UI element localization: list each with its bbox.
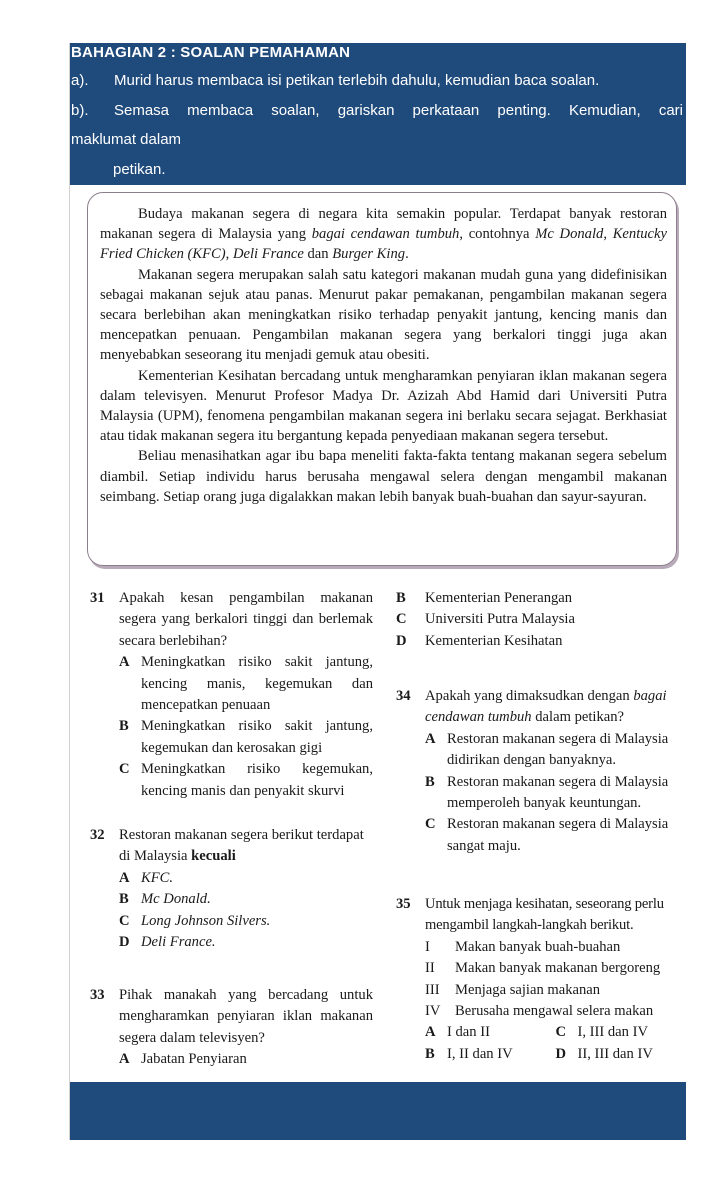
option-key: C <box>425 816 436 833</box>
option-c[interactable] <box>119 759 373 802</box>
instruction-b-continuation: maklumat dalam <box>71 131 182 148</box>
option-a[interactable] <box>119 868 373 889</box>
statement-text: Makan banyak makanan bergoreng <box>455 960 661 977</box>
option-key: C <box>396 611 407 628</box>
instruction-banner <box>70 43 686 185</box>
option-text: II, III dan IV <box>577 1045 653 1062</box>
option-key: D <box>119 934 130 951</box>
passage-paragraph-3: Kementerian Kesihatan bercadang untuk mengharamkan penyiaran iklan makanan segera dalam televisyen. Menurut Profesor Madya Dr. Azizah Abd Hamid dari Universiti Putra Malaysia (UPM), fenomena pengambilan makanan segera ini berlaku secara sejagat. Berkhasiat atau tidak makanan segera itu bergantung kepada penyediaan makanan segera tersebut. <box>100 367 667 445</box>
instruction-a <box>71 72 683 89</box>
instruction-b-text: Semasa membaca soalan, gariskan perkataan penting. Kemudian, cari <box>114 102 683 119</box>
passage-paragraph-2: Makanan segera merupakan salah satu kategori makanan mudah guna yang didefinisikan sebagai makanan sejuk atau panas. Menurut pakar pemakanan, pengambilan makanan segera secara berlebihan akan meningkatkan risiko terhadap penyakit jantung, kencing manis dan mencepatkan penuaan. Pengambilan makanan segera yang berkalori tinggi juga akan menyebabkan seseorang itu menjadi gemuk atau obesiti. <box>100 266 667 364</box>
statement-i <box>425 937 686 958</box>
question-number: 34 <box>396 688 411 704</box>
stem-emphasis: kecuali <box>191 848 236 865</box>
option-text: Jabatan Penyiaran <box>141 1051 247 1068</box>
stem-idiom: bagai cendawan tumbuh <box>425 688 667 726</box>
option-d[interactable] <box>396 631 676 652</box>
question-number: 31 <box>90 590 105 606</box>
option-key: A <box>119 654 130 671</box>
statement-text: Berusaha mengawal selera makan <box>455 1003 654 1020</box>
instruction-b <box>71 102 683 119</box>
italic-term: Kentucky Fried Chicken (KFC) <box>100 226 667 263</box>
option-key: D <box>555 1045 567 1062</box>
option-a[interactable] <box>425 729 676 772</box>
statement-key: II <box>425 960 435 977</box>
option-text: Universiti Putra Malaysia <box>425 611 575 628</box>
question-35 <box>396 894 686 1065</box>
option-key: B <box>425 773 435 790</box>
statement-iii <box>425 980 686 1001</box>
option-key: A <box>425 730 436 747</box>
question-33 <box>90 985 373 1071</box>
option-b[interactable] <box>396 588 676 609</box>
worksheet-page <box>69 43 685 1140</box>
option-c[interactable] <box>425 814 676 857</box>
option-text: Meningkatkan risiko sakit jantung, kencing manis, kegemukan dan mencepatkan penuaan <box>141 654 373 714</box>
reading-passage <box>87 192 677 566</box>
passage-paragraph-1 <box>100 204 667 265</box>
statement-ii <box>425 958 686 979</box>
options-row-2 <box>425 1044 686 1065</box>
instruction-b-continuation-2: petikan. <box>113 161 166 178</box>
passage-text: . <box>405 246 409 263</box>
option-a[interactable] <box>119 652 373 716</box>
passage-text: , <box>603 226 613 243</box>
option-key: A <box>119 1051 130 1068</box>
option-a[interactable] <box>119 1049 373 1070</box>
question-number: 33 <box>90 987 105 1003</box>
option-text: Mc Donald. <box>141 891 211 908</box>
option-text: Restoran makanan segera di Malaysia didirikan dengan banyaknya. <box>447 730 669 769</box>
option-text: I, III dan IV <box>577 1024 649 1041</box>
options-row-1 <box>425 1022 686 1043</box>
option-text: KFC. <box>141 869 174 886</box>
italic-term: Deli France <box>232 246 304 263</box>
statement-iv <box>425 1001 686 1022</box>
option-key: A <box>425 1024 436 1041</box>
passage-text: dan <box>303 246 333 263</box>
option-key: B <box>425 1045 435 1062</box>
option-c[interactable] <box>119 911 373 932</box>
statement-key: IV <box>425 1003 441 1020</box>
option-text: I, II dan IV <box>447 1045 513 1062</box>
option-key: B <box>396 590 406 606</box>
statement-text: Makan banyak buah-buahan <box>455 938 621 955</box>
passage-paragraph-4: Beliau menasihatkan agar ibu bapa meneliti fakta-fakta tentang makanan segera sebelum diambil. Setiap individu harus berusaha mengawal selera dengan mengambil makanan seimbang. Setiap orang juga digalakkan makan lebih banyak buah-buahan dan sayur-sayuran. <box>100 448 667 505</box>
instruction-b-label: b). <box>71 102 89 119</box>
option-key: C <box>555 1024 567 1041</box>
stem-text: Apakah yang dimaksudkan dengan <box>425 688 634 704</box>
footer-bar <box>70 1082 686 1140</box>
option-key: B <box>119 891 129 908</box>
stem-text: Restoran makanan segera berikut terdapat di Malaysia <box>119 827 364 865</box>
question-34 <box>396 686 676 857</box>
option-key: B <box>119 718 129 735</box>
question-number: 32 <box>90 827 105 843</box>
option-d[interactable] <box>556 1044 687 1065</box>
italic-term: bagai cendawan tumbuh <box>311 226 460 243</box>
option-b[interactable] <box>425 772 676 815</box>
option-text: Kementerian Penerangan <box>425 590 573 606</box>
italic-term: Burger King <box>332 246 406 263</box>
passage-text: Budaya makanan segera di negara kita semakin popular. Terdapat banyak restoran makanan segera di Malaysia yang <box>100 206 667 243</box>
option-b[interactable] <box>425 1044 556 1065</box>
stem-text: dalam petikan? <box>531 709 624 726</box>
option-text: Meningkatkan risiko kegemukan, kencing manis dan penyakit skurvi <box>141 761 373 799</box>
question-stem <box>119 825 373 868</box>
option-text: Kementerian Kesihatan <box>425 632 563 649</box>
question-stem: Apakah kesan pengambilan makanan segera yang berkalori tinggi dan berlemak secara berlebihan? <box>119 590 373 649</box>
option-text: Restoran makanan segera di Malaysia sangat maju. <box>447 816 669 854</box>
option-text: I dan II <box>447 1024 490 1041</box>
option-c[interactable] <box>396 609 676 630</box>
question-32 <box>90 825 373 953</box>
option-c[interactable] <box>556 1022 687 1043</box>
passage-text: , contohnya <box>459 226 536 243</box>
statement-text: Menjaga sajian makanan <box>455 981 601 998</box>
instruction-a-label: a). <box>71 72 89 89</box>
instruction-a-text: Murid harus membaca isi petikan terlebih dahulu, kemudian baca soalan. <box>114 72 600 89</box>
question-31 <box>90 588 373 802</box>
option-a[interactable] <box>425 1022 556 1043</box>
italic-term: Mc Donald <box>535 226 604 243</box>
section-title: BAHAGIAN 2 : SOALAN PEMAHAMAN <box>71 44 351 61</box>
question-stem <box>425 686 676 729</box>
option-text: Deli France. <box>141 934 216 951</box>
option-b[interactable] <box>119 889 373 910</box>
option-text: Meningkatkan risiko sakit jantung, kegemukan dan kerosakan gigi <box>141 718 373 756</box>
option-b[interactable] <box>119 716 373 759</box>
option-key: A <box>119 869 130 886</box>
option-key: C <box>119 912 130 929</box>
question-33-continued <box>396 588 676 652</box>
option-d[interactable] <box>119 932 373 953</box>
option-text: Long Johnson Silvers. <box>141 912 271 929</box>
question-number: 35 <box>396 896 411 912</box>
passage-text: , <box>225 246 233 263</box>
option-text: Restoran makanan segera di Malaysia memperoleh banyak keuntungan. <box>447 773 669 812</box>
statement-key: III <box>425 981 440 998</box>
statement-key: I <box>425 938 430 955</box>
question-stem: Pihak manakah yang bercadang untuk mengharamkan penyiaran iklan makanan segera dalam televisyen? <box>119 987 373 1046</box>
question-stem: Untuk menjaga kesihatan, seseorang perlu mengambil langkah-langkah berikut. <box>425 896 664 934</box>
option-key: D <box>396 632 407 649</box>
option-key: C <box>119 761 130 778</box>
